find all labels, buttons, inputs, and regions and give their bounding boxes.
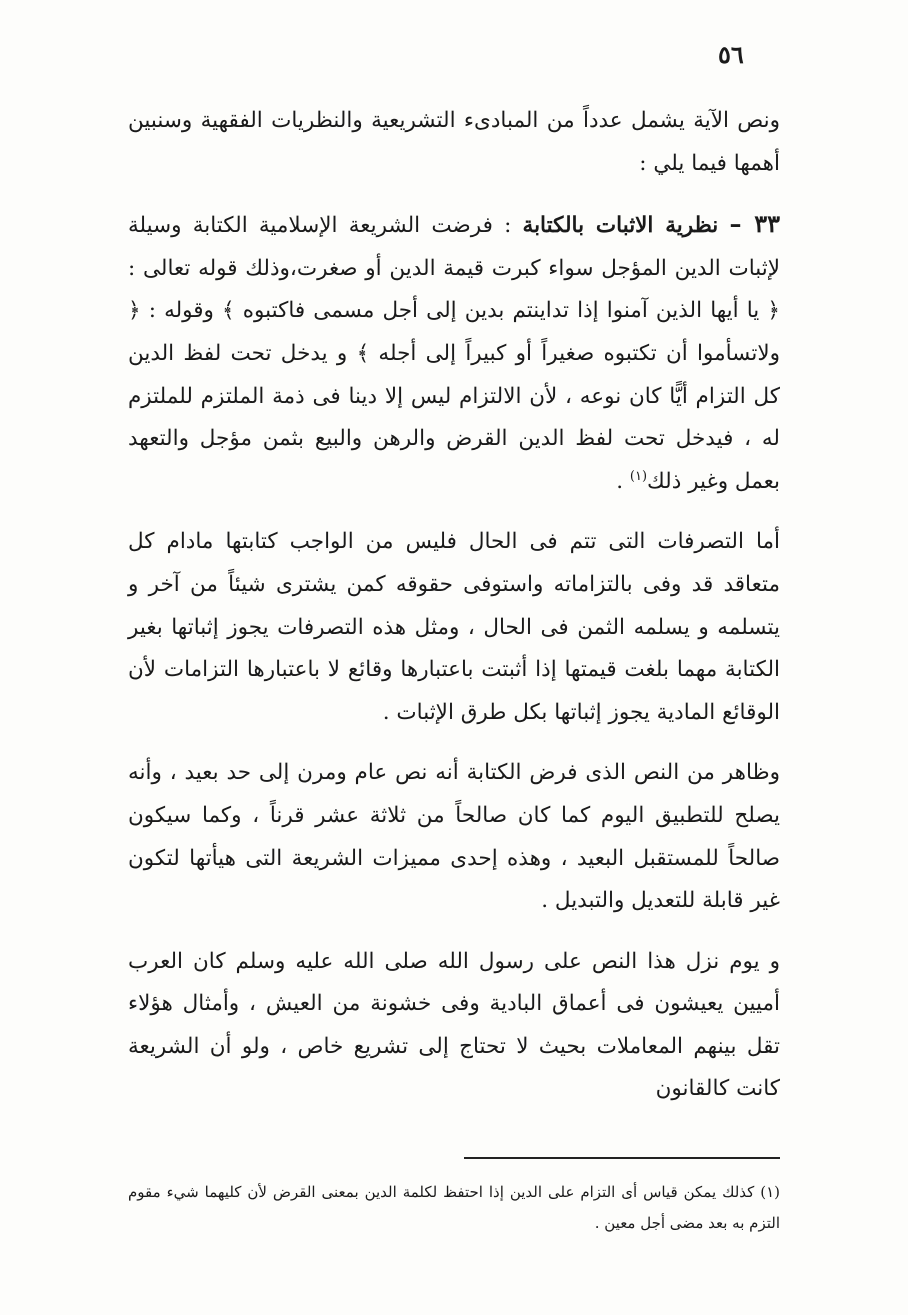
footnotes (128, 1177, 780, 1239)
body-text (128, 100, 780, 1111)
section-33-text: : فرضت الشريعة الإسلامية الكتابة وسيلة لإثبات الدين المؤجل سواء كبرت قيمة الدين أو صغرت،وذلك قوله تعالى : ﴿ يا أيها الذين آمنوا إذا تداينتم بدين إلى أجل مسمى فاكتبوه ﴾ وقوله : ﴿ ولاتسأموا أن تكتبوه صغيراً أو كبيراً إلى أجله ﴾ و يدخل تحت لفظ الدين كل التزام أيًّا كان نوعه ، لأن الالتزام ليس إلا دينا فى ذمة الملتزم للملتزم له ، فيدخل تحت لفظ الدين القرض والرهن والبيع بثمن مؤجل والتعهد بعمل وغير ذلك (128, 213, 780, 494)
body-paragraph: و يوم نزل هذا النص على رسول الله صلى الله عليه وسلم كان العرب أميين يعيشون فى أعماق البادية وفى خشونة من العيش ، وأمثال هؤلاء تقل بينهم المعاملات بحيث لا تحتاج إلى تشريع خاص ، ولو أن الشريعة كانت كالقانون (128, 948, 780, 1102)
section-number: ٣٣ – (729, 209, 780, 239)
page-number: ٥٦ (718, 40, 744, 69)
footnote-reference[interactable]: (١) (629, 468, 648, 484)
section-33-paragraph (128, 203, 780, 503)
body-paragraph: أما التصرفات التى تتم فى الحال فليس من الواجب كتابتها مادام كل متعاقد قد وفى بالتزاماته واستوفى حقوقه كمن يشترى شيئاً من آخر و يتسلمه و يسلمه الثمن فى الحال ، ومثل هذه التصرفات يجوز إثباتها بغير الكتابة مهما بلغت قيمتها إذا أثبتت باعتبارها وقائع لا باعتبارها التزامات لأن الوقائع المادية يجوز إثباتها بكل طرق الإثبات . (128, 529, 780, 725)
intro-paragraph: ونص الآية يشمل عدداً من المبادىء التشريعية والنظريات الفقهية وسنبين أهمها فيما يلي : (128, 108, 780, 176)
section-title: نظرية الاثبات بالكتابة (522, 213, 719, 239)
footnote-1: (١) كذلك يمكن قياس أى التزام على الدين إذا احتفظ لكلمة الدين بمعنى القرض لأن كليهما شيء مقوم التزم به بعد مضى أجل معين . (128, 1183, 780, 1232)
section-33-tail: . (616, 468, 630, 494)
footnote-divider (464, 1157, 780, 1159)
body-paragraph: وظاهر من النص الذى فرض الكتابة أنه نص عام ومرن إلى حد بعيد ، وأنه يصلح للتطبيق اليوم كما كان صالحاً من ثلاثة عشر قرناً ، وكما سيكون صالحاً للمستقبل البعيد ، وهذه إحدى مميزات الشريعة التى هيأتها لتكون غير قابلة للتعديل والتبديل . (128, 760, 780, 914)
